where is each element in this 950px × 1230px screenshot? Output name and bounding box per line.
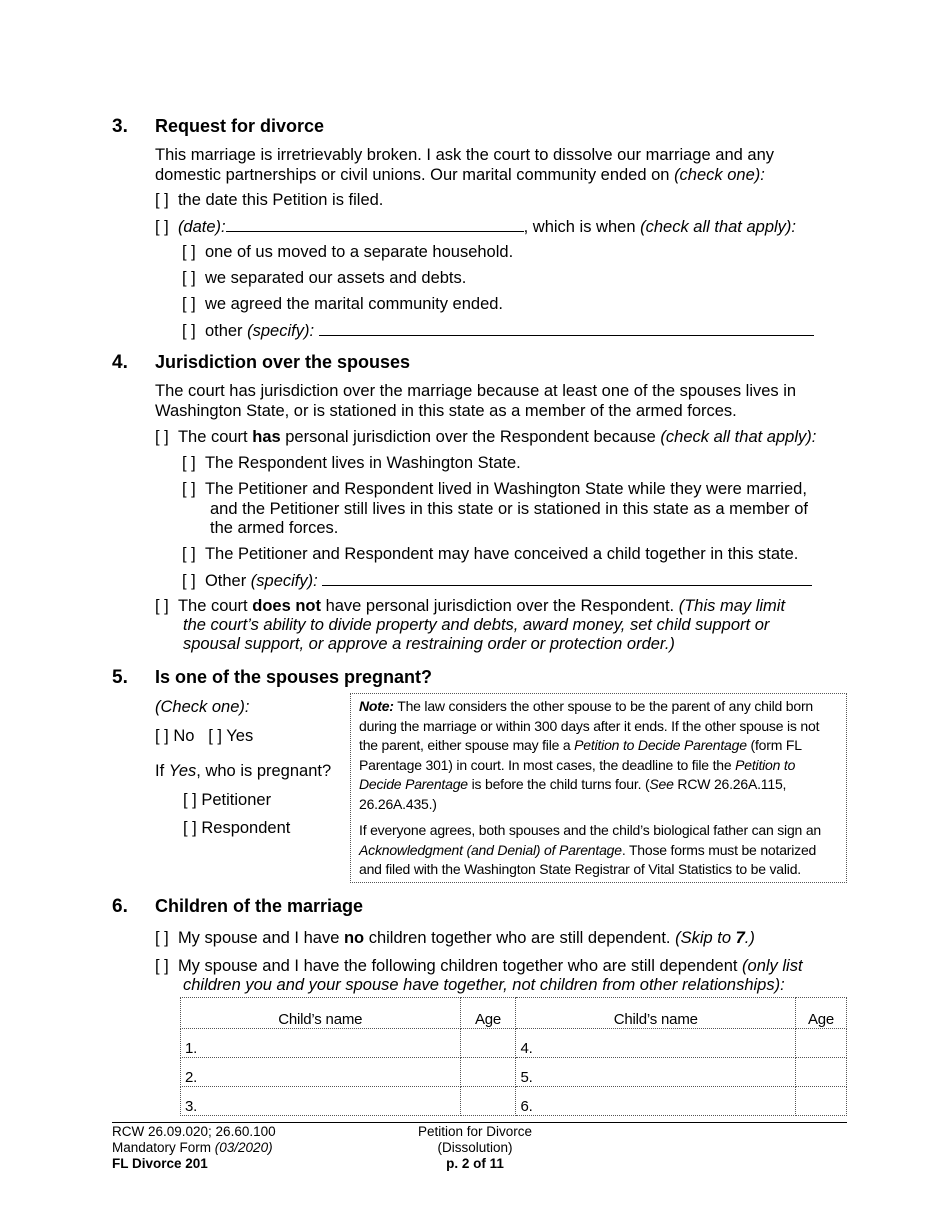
child-age-cell[interactable] <box>796 1029 847 1058</box>
checkbox-option[interactable]: [ ] Petitioner <box>183 791 272 809</box>
column-header: Child’s name <box>516 998 796 1029</box>
checkbox[interactable]: [ ] <box>155 727 169 745</box>
checkbox[interactable]: [ ] <box>155 597 169 615</box>
checkbox[interactable]: [ ] <box>182 322 196 340</box>
table-row <box>181 1029 847 1058</box>
checkbox[interactable]: [ ] <box>182 295 196 313</box>
paragraph-line: If Yes, who is pregnant? <box>155 762 332 780</box>
paragraph-line: children you and your spouse have together, not children from other relationships): <box>183 976 785 994</box>
checkbox-option[interactable]: [ ] The Respondent lives in Washington State. <box>182 454 521 472</box>
checkbox-option[interactable]: [ ] (date): , which is when (check all that apply): <box>155 218 796 236</box>
checkbox[interactable]: [ ] <box>208 727 222 745</box>
column-header: Child’s name <box>181 998 461 1029</box>
footer-center: Petition for Divorce (Dissolution) p. 2 of 11 <box>417 1124 533 1171</box>
column-header: Age <box>460 998 516 1029</box>
checkbox-option[interactable]: [ ] other (specify): <box>182 320 814 341</box>
paragraph-line: the armed forces. <box>210 519 339 537</box>
paragraph-line: (Check one): <box>155 698 250 716</box>
footer-divider <box>112 1122 847 1123</box>
section-number: 6. <box>112 896 128 917</box>
table-header-row <box>181 998 847 1029</box>
child-name-cell[interactable]: 4. <box>516 1029 796 1058</box>
checkbox-option[interactable]: [ ] Other (specify): <box>182 570 812 591</box>
paragraph-line: spousal support, or approve a restraining order or protection order.) <box>183 635 675 653</box>
child-name-cell[interactable]: 6. <box>516 1087 796 1116</box>
section-heading: Request for divorce <box>155 116 325 136</box>
child-age-cell[interactable] <box>460 1087 516 1116</box>
child-name-cell[interactable]: 5. <box>516 1058 796 1087</box>
section-number: 3. <box>112 116 128 137</box>
child-age-cell[interactable] <box>796 1087 847 1116</box>
checkbox[interactable]: [ ] <box>182 269 196 287</box>
checkbox[interactable]: [ ] <box>155 218 169 236</box>
paragraph-line: Washington State, or is stationed in this state as a member of the armed forces. <box>155 402 737 420</box>
checkbox-option[interactable]: [ ] My spouse and I have no children together who are still dependent. (Skip to 7.) <box>155 929 755 947</box>
date-field[interactable] <box>226 216 524 232</box>
checkbox[interactable]: [ ] <box>182 572 196 590</box>
checkbox[interactable]: [ ] <box>182 243 196 261</box>
checkbox[interactable]: [ ] <box>155 428 169 446</box>
checkbox-option[interactable]: [ ] we separated our assets and debts. <box>182 269 467 287</box>
checkbox-option[interactable]: [ ] we agreed the marital community ended. <box>182 295 504 313</box>
specify-field[interactable] <box>319 320 814 336</box>
section-number: 4. <box>112 352 128 373</box>
column-header: Age <box>796 998 847 1029</box>
checkbox-option[interactable]: [ ] The court does not have personal jurisdiction over the Respondent. (This may limit <box>155 597 786 615</box>
checkbox[interactable]: [ ] <box>183 791 197 809</box>
checkbox-option[interactable]: [ ] The Petitioner and Respondent may have conceived a child together in this state. <box>182 545 799 563</box>
paragraph-line: the court’s ability to divide property and debts, award money, set child support or <box>183 616 770 634</box>
footer-left: RCW 26.09.020; 26.60.100 Mandatory Form (03/2020) FL Divorce 201 <box>112 1124 276 1171</box>
child-age-cell[interactable] <box>460 1058 516 1087</box>
checkbox[interactable]: [ ] <box>182 454 196 472</box>
specify-field[interactable] <box>322 570 812 586</box>
table-row <box>181 1087 847 1116</box>
table-row <box>181 1058 847 1087</box>
checkbox-option[interactable]: [ ] Respondent <box>183 819 291 837</box>
children-table <box>180 997 847 1116</box>
child-name-cell[interactable]: 3. <box>181 1087 461 1116</box>
checkbox-option[interactable]: [ ] the date this Petition is filed. <box>155 191 384 209</box>
section-heading: Jurisdiction over the spouses <box>155 352 411 372</box>
paragraph-line: This marriage is irretrievably broken. I ask the court to dissolve our marriage and any <box>155 146 775 164</box>
checkbox-option[interactable]: [ ] My spouse and I have the following children together who are still dependent (only list <box>155 957 803 975</box>
child-age-cell[interactable] <box>796 1058 847 1087</box>
checkbox[interactable]: [ ] <box>155 957 169 975</box>
section-heading: Is one of the spouses pregnant? <box>155 667 433 687</box>
section-number: 5. <box>112 667 128 688</box>
child-name-cell[interactable]: 2. <box>181 1058 461 1087</box>
paragraph-line: The court has jurisdiction over the marriage because at least one of the spouses lives in <box>155 382 797 400</box>
checkbox-option[interactable]: [ ] The Petitioner and Respondent lived in Washington State while they were married, <box>182 480 807 498</box>
child-age-cell[interactable] <box>460 1029 516 1058</box>
child-name-cell[interactable]: 1. <box>181 1029 461 1058</box>
checkbox[interactable]: [ ] <box>182 545 196 563</box>
paragraph-line: and the Petitioner still lives in this state or is stationed in this state as a member of <box>210 500 808 518</box>
checkbox[interactable]: [ ] <box>182 480 196 498</box>
checkbox[interactable]: [ ] <box>183 819 197 837</box>
checkbox[interactable]: [ ] <box>155 929 169 947</box>
note-box: Note: The law considers the other spouse to be the parent of any child born during the marriage or within 300 days after it ends. If the other spouse is not the parent, either spouse may file a Petition to Decide Parentage (form FL Parentage 301) in court. In most cases, the deadline to file the Petition to Decide Parentage is before the child turns four. (See RCW 26.26A.115, 26.26A.435.) If everyone agrees, both spouses and the child’s biological father can sign an Acknowledgment (and Denial) of Parentage. Those forms must be notarized and filed with the Washington State Registrar of Vital Statistics to be valid. <box>350 693 847 883</box>
checkbox[interactable]: [ ] <box>155 191 169 209</box>
yes-no-options[interactable]: [ ] No [ ] Yes <box>155 727 254 745</box>
checkbox-option[interactable]: [ ] one of us moved to a separate household. <box>182 243 514 261</box>
checkbox-option[interactable]: [ ] The court has personal jurisdiction over the Respondent because (check all that apply): <box>155 428 817 446</box>
section-heading: Children of the marriage <box>155 896 364 916</box>
paragraph-line: domestic partnerships or civil unions. Our marital community ended on (check one): <box>155 166 765 184</box>
